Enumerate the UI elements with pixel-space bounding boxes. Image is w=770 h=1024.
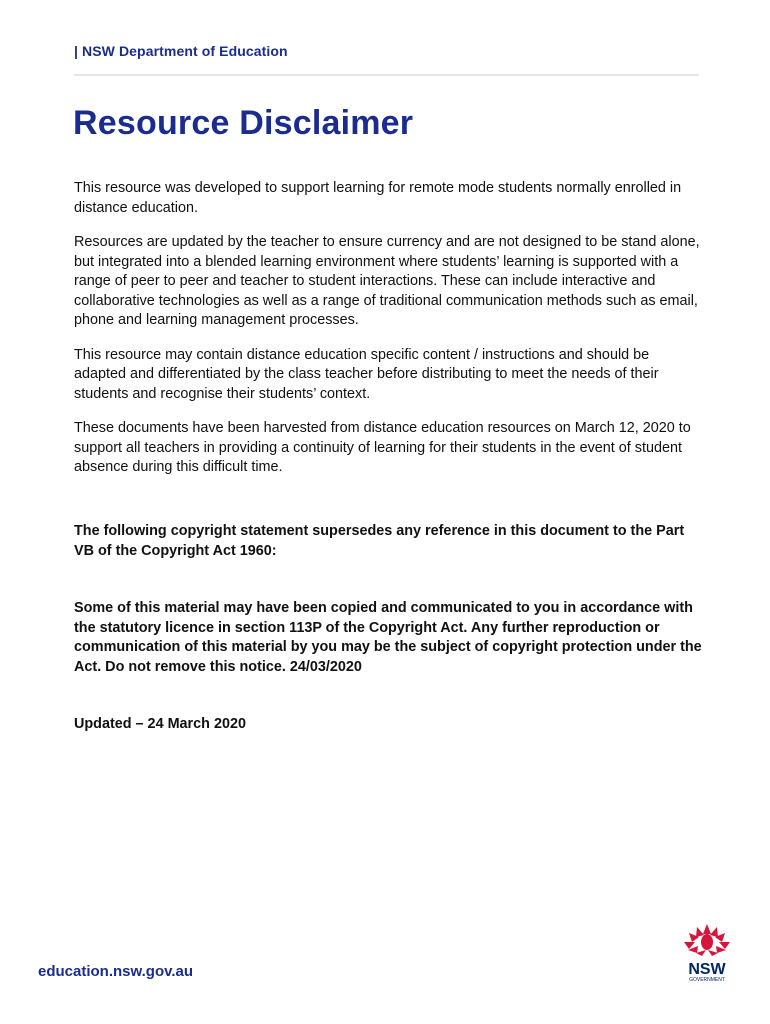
waratah-icon [684, 924, 730, 956]
disclaimer-body [74, 179, 704, 493]
logo-subtext: GOVERNMENT [689, 977, 725, 983]
header-divider [74, 74, 699, 76]
nsw-government-logo [676, 922, 738, 984]
disclaimer-paragraph-4: These documents have been harvested from distance education resources on March 12, 2020 to support all teachers in providing a continuity of learning for their students in the event of student absence during this difficult time. [74, 420, 691, 475]
disclaimer-paragraph-1: This resource was developed to support learning for remote mode students normally enrolled in distance education. [74, 180, 682, 216]
logo-wordmark: NSW [688, 961, 726, 978]
disclaimer-paragraph-3: This resource may contain distance education specific content / instructions and should be adapted and differentiated by the class teacher before distributing to meet the needs of their students and recognise their students’ context. [74, 346, 659, 402]
updated-date: Updated – 24 March 2020 [74, 716, 246, 732]
page-title: Resource Disclaimer [73, 104, 414, 142]
copyright-statement-intro: The following copyright statement supersedes any reference in this document to the Part VB of the Copyright Act 1960: [74, 523, 685, 559]
copyright-notice: Some of this material may have been copied and communicated to you in accordance with the statutory licence in section 113P of the Copyright Act. Any further reproduction or communication of this material by you may be the subject of copyright protection under the Act. Do not remove this notice. 24/03/2020 [74, 600, 702, 675]
footer-website-link[interactable]: education.nsw.gov.au [38, 963, 194, 980]
disclaimer-paragraph-2: Resources are updated by the teacher to ensure currency and are not designed to be stand alone, but integrated into a blended learning environment where students’ learning is supported with a range of peer to peer and teacher to student interactions. These can include interactive and collaborative technologies as well as a range of traditional communication methods such as email, phone and learning management processes. [74, 234, 700, 328]
department-header: | NSW Department of Education [74, 43, 288, 59]
